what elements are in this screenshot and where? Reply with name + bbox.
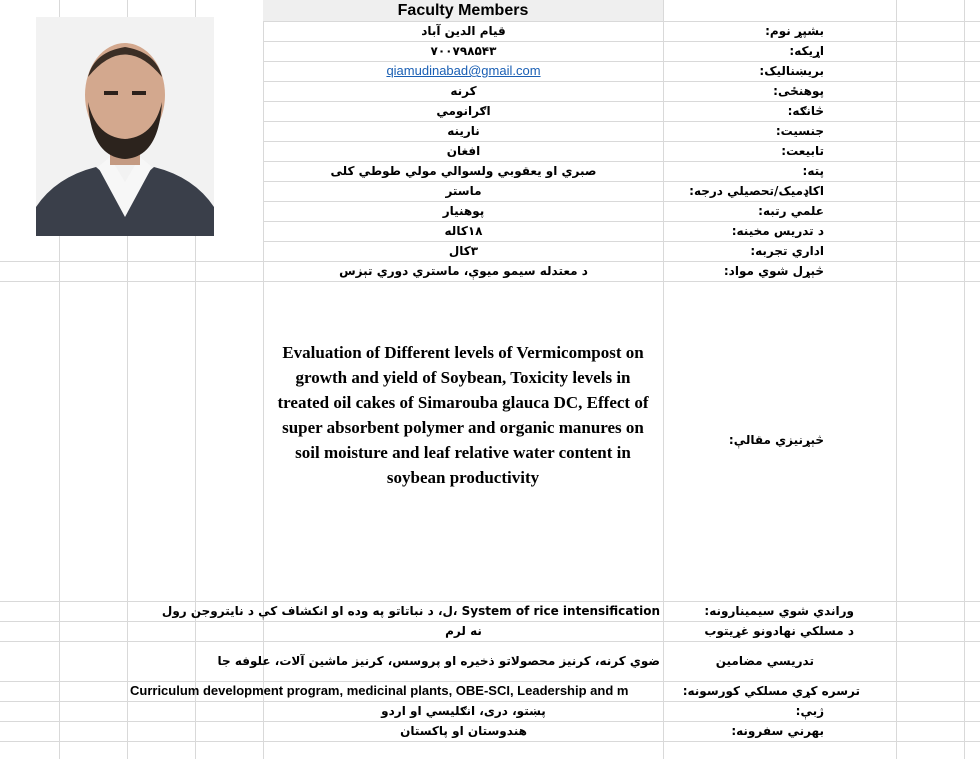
label-email: بریښنالیک: [759, 64, 824, 78]
value-teaching-subjects: ضوي کرنه، کرنیز محصولاتو ذخیره او پروسس، کرنیز ماشین آلات، علوفه جا [217, 654, 660, 668]
sheet-title: Faculty Members [263, 0, 663, 21]
label-research-subjects: څېړل شوي مواد: [723, 264, 824, 278]
value-email [264, 61, 663, 81]
value-admin-experience: ۳کال [448, 244, 479, 258]
label-professional-courses: ترسره کړي مسلکي کورسونه: [682, 684, 860, 698]
label-address: پته: [802, 164, 824, 178]
label-gender: جنسیت: [775, 124, 824, 138]
label-education: اکاډمیک/تحصیلي درجه: [689, 184, 824, 198]
profile-photo [36, 17, 214, 236]
label-teaching-years: د تدریس مخینه: [731, 224, 824, 238]
label-name: بشپړ نوم: [765, 24, 824, 38]
label-seminars: وراندي شوي سیمینارونه: [704, 604, 854, 618]
value-research-papers: Evaluation of Different levels of Vermicompost on growth and yield of Soybean, Toxicity levels in treated oil cakes of Simarouba glauca DC, Effect of super absorbent polymer and organic manures on soil moisture and leaf relative water content in soybean productivity [277, 343, 649, 487]
value-academic-rank: پوهنیار [442, 204, 485, 218]
value-address: صبري او یعقوبي ولسوالي مولي طوطي کلی [330, 164, 597, 178]
value-seminars: System of rice intensification ،ل، د نباتاتو په وده او انکشاف کې د نایتروجن رول [161, 604, 660, 618]
value-name: قیام الدین آباد [421, 24, 506, 38]
label-foreign-travel: بهرني سفرونه: [731, 724, 824, 738]
label-academic-rank: علمي رتبه: [758, 204, 824, 218]
value-languages: پښتو، دری، انګلیسي او اردو [381, 704, 546, 718]
person-portrait-icon [36, 17, 214, 236]
value-research-subjects: د معتدله سیمو میوې، ماستري دوري تېزس [339, 264, 588, 278]
label-admin-experience: اداري تجربه: [750, 244, 824, 258]
label-research-papers: څېړنیزي مقالې: [728, 433, 824, 447]
value-foreign-travel: هندوستان او پاکستان [400, 724, 527, 738]
value-phone: ۷۰۰۷۹۸۵۴۳ [430, 44, 497, 58]
label-nationality: تابیعت: [781, 144, 824, 158]
value-education: ماستر [445, 184, 482, 198]
email-link[interactable]: qiamudinabad@gmail.com [386, 63, 541, 78]
label-phone: اړیکه: [789, 44, 824, 58]
value-faculty: کرنه [450, 84, 477, 98]
value-professional-courses: Curriculum development program, medicinal plants, OBE-SCI, Leadership and m [130, 683, 629, 698]
value-professional-goal: نه لرم [445, 624, 482, 638]
value-nationality: افغان [446, 144, 481, 158]
value-gender: نارینه [447, 124, 480, 138]
value-department: اګرانومي [436, 104, 491, 118]
label-professional-goal: د مسلکي نهادونو غړیتوب [704, 624, 854, 638]
label-department: څانګه: [787, 104, 824, 118]
label-languages: ژبې: [795, 704, 824, 718]
label-faculty: پوهنځی: [773, 84, 824, 98]
value-teaching-years: ۱۸کاله [444, 224, 483, 238]
label-teaching-subjects: تدریسي مضامین [715, 654, 814, 668]
